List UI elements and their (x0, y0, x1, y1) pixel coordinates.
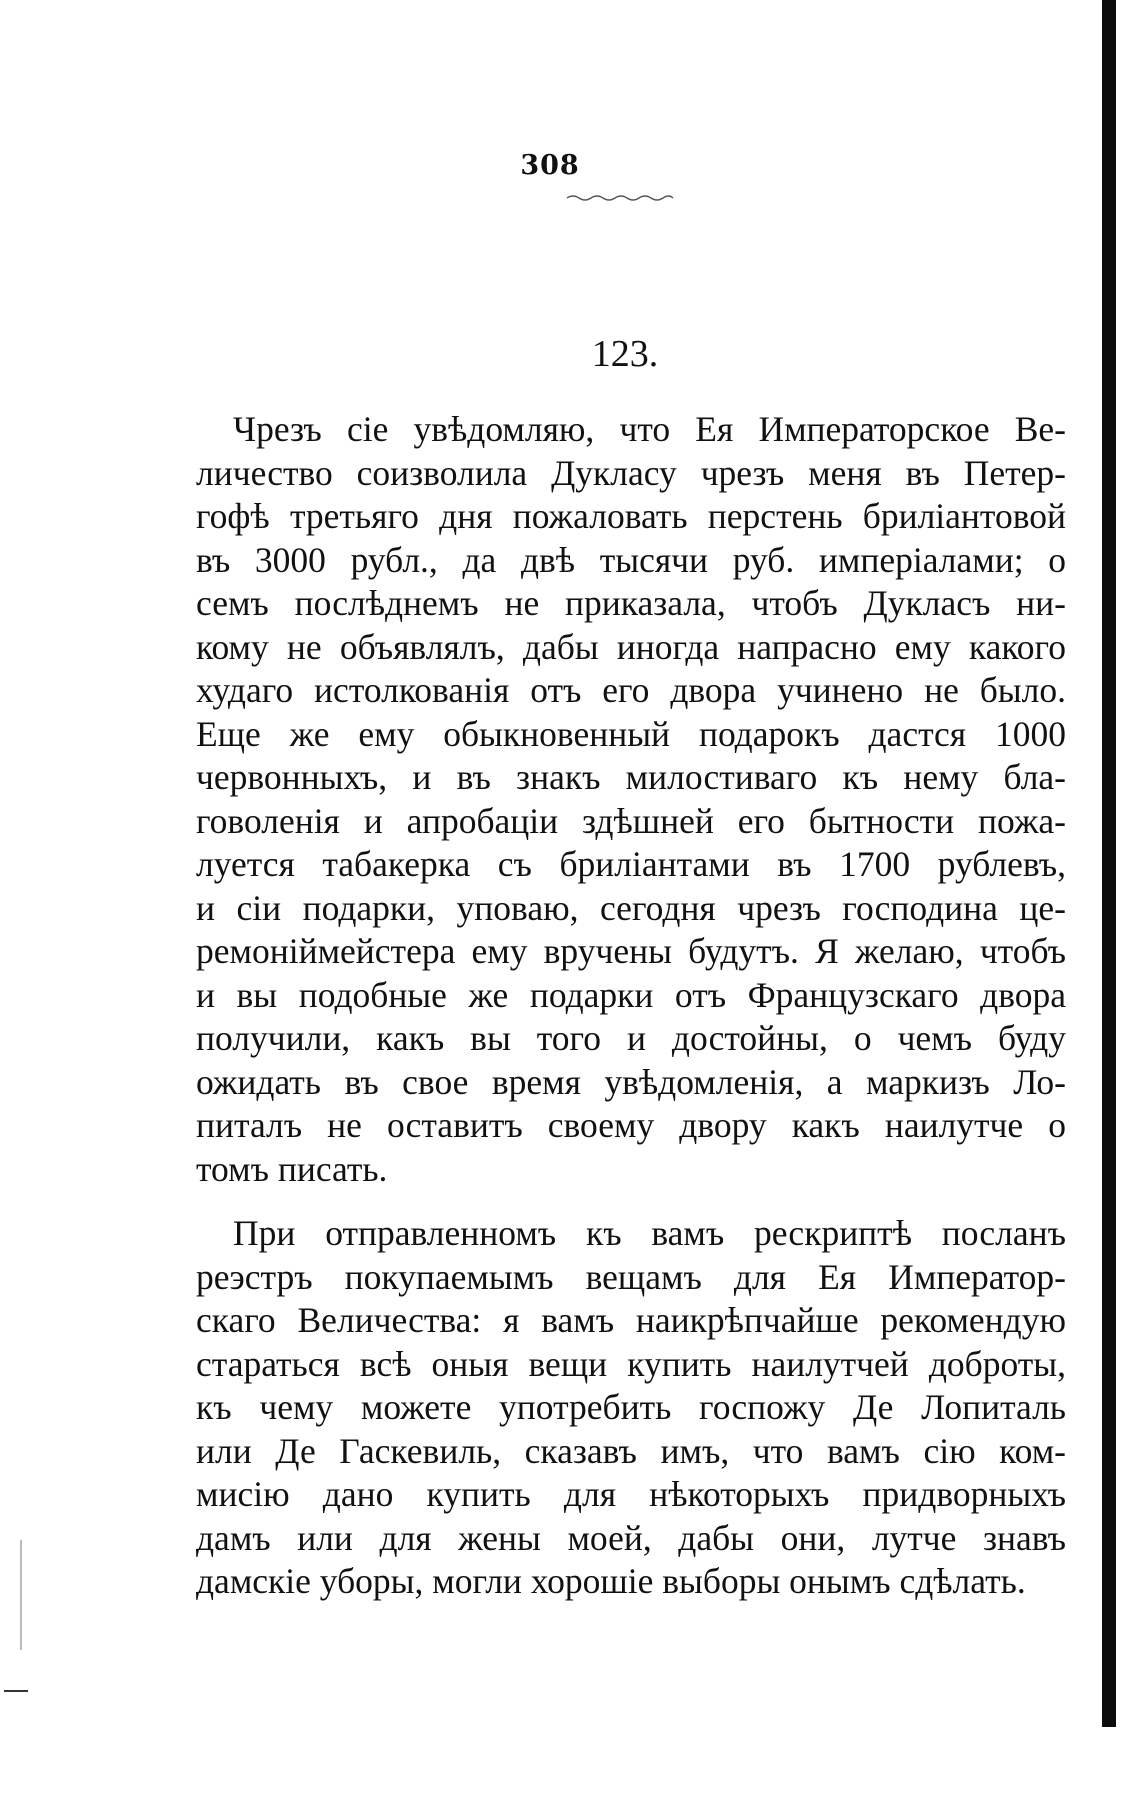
text-line: въ 3000 рубл., да двѣ тысячи руб. имперіалами; о (196, 539, 1066, 580)
ornament-divider (565, 192, 675, 204)
page-number: 308 (520, 150, 580, 181)
scan-mark (20, 1540, 22, 1650)
text-line: получили, какъ вы того и достойны, о чемъ буду (196, 1018, 1066, 1058)
text-line: говоленія и апробаціи здѣшней его бытности пожа- (196, 800, 1066, 841)
text-line: Чрезъ сіе увѣдомляю, что Ея Императорское Ве- (233, 409, 1066, 449)
text-line: скаго Величества: я вамъ наикрѣпчайше рекомендую (196, 1300, 1066, 1340)
text-line: дамскіе уборы, могли хорошіе выборы онымъ сдѣлать. (196, 1561, 1026, 1601)
text-line: и вы подобные же подарки отъ Французскаго двора (196, 974, 1066, 1015)
scan-mark (4, 1690, 28, 1692)
paragraph-1 (196, 408, 1066, 1191)
letter-number: 123. (591, 333, 659, 375)
text-line: ожидать въ свое время увѣдомленія, а маркизъ Ло- (196, 1061, 1066, 1102)
text-line: При отправленномъ къ вамъ рескриптѣ посланъ (233, 1213, 1066, 1253)
text-line: гофѣ третьяго дня пожаловать перстень бриліантовой (196, 496, 1066, 536)
text-line: мисію дано купить для нѣкоторыхъ придворныхъ (196, 1474, 1066, 1514)
text-line: худаго истолкованія отъ его двора учинено не было. (196, 670, 1066, 710)
text-line: кому не объявлялъ, дабы иногда напрасно ему какого (196, 626, 1066, 667)
text-line: червонныхъ, и въ знакъ милостиваго къ нему бла- (196, 757, 1066, 797)
paragraph-2 (196, 1212, 1066, 1604)
text-line: реэстръ покупаемымъ вещамъ для Ея Император- (196, 1256, 1066, 1297)
text-line: ремоніймейстера ему вручены будутъ. Я желаю, чтобъ (196, 931, 1066, 971)
text-line: питалъ не оставитъ своему двору какъ наилутче о (196, 1105, 1066, 1145)
text-line: луется табакерка съ бриліантами въ 1700 рублевъ, (196, 844, 1066, 884)
scan-edge-bar (1102, 0, 1116, 1727)
text-line: томъ писать. (196, 1148, 388, 1189)
text-line: дамъ или для жены моей, дабы они, лутче знавъ (196, 1517, 1066, 1558)
text-line: и сіи подарки, уповаю, сегодня чрезъ господина це- (196, 887, 1066, 928)
text-line: стараться всѣ оныя вещи купить наилутчей доброты, (196, 1343, 1066, 1384)
text-line: къ чему можете употребить госпожу Де Лопиталь (196, 1387, 1066, 1427)
text-line: Еще же ему обыкновенный подарокъ дастся 1000 (196, 713, 1066, 754)
text-line: семъ послѣднемъ не приказала, чтобъ Дукласъ ни- (196, 583, 1066, 623)
text-line: или Де Гаскевиль, сказавъ имъ, что вамъ сію ком- (196, 1430, 1066, 1471)
text-line: личество соизволила Дукласу чрезъ меня въ Петер- (196, 452, 1066, 493)
